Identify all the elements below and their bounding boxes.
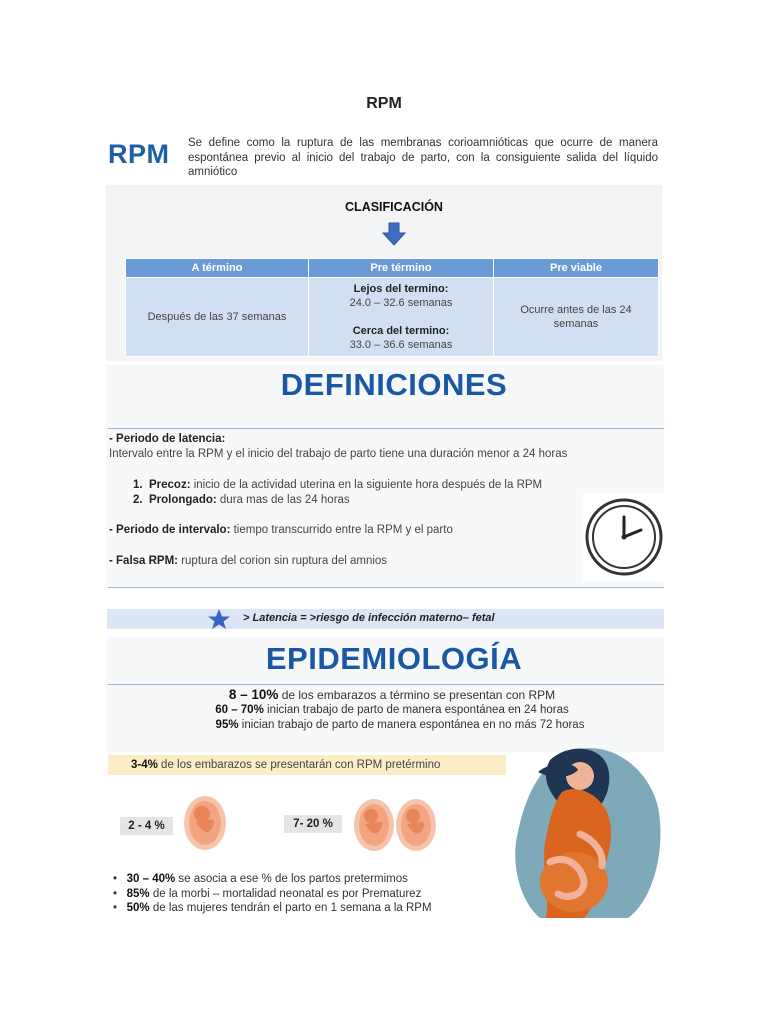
rpm-definition: Se define como la ruptura de las membranas corioamnióticas que ocurre de manera espontánea previo al inicio del trabajo de parto, con la consiguiente salida del líquido amniótico	[188, 137, 658, 178]
list-item: • 30 – 40% se asocia a ese % de los partos pretermimos	[113, 873, 408, 885]
epi-bullet-list	[113, 872, 432, 916]
divider	[108, 684, 664, 685]
page-title: RPM	[366, 95, 402, 112]
clasificacion-title: CLASIFICACIÓN	[345, 200, 443, 214]
pretermino-text: 3-4% de los embarazos se presentarán con RPM pretérmino	[131, 759, 441, 771]
fetus-icon	[352, 795, 440, 853]
cerca-value: 33.0 – 36.6 semanas	[349, 339, 453, 351]
pct-box-twins: 7- 20 %	[284, 815, 342, 833]
epi-line-3: 95% inician trabajo de parto de manera espontánea en no más 72 horas	[215, 719, 585, 731]
definiciones-title: DEFINICIONES	[280, 367, 508, 402]
epidemiologia-title: EPIDEMIOLOGÍA	[265, 641, 523, 676]
latencia-note-text: > Latencia = >riesgo de infección materno– fetal	[243, 612, 495, 624]
rpm-logo: RPM	[108, 139, 170, 169]
latencia-text: Intervalo entre la RPM y el inicio del trabajo de parto tiene una duración menor a 24 horas	[109, 448, 568, 460]
fetus-icon	[182, 794, 228, 852]
latencia-label: - Periodo de latencia:	[109, 433, 226, 445]
cell-pre-viable: Ocurre antes de las 24 semanas	[494, 278, 659, 357]
cerca-label: Cerca del termino:	[352, 325, 450, 337]
down-arrow-icon	[382, 222, 406, 246]
epi-line-1: 8 – 10% de los embarazos a término se presentan con RPM	[228, 687, 556, 702]
list-item: • 50% de las mujeres tendrán el parto en 1 semana a la RPM	[113, 902, 432, 914]
list-item: • 85% de la morbi – mortalidad neonatal es por Prematurez	[113, 887, 422, 900]
falsa-rpm-definition: - Falsa RPM: ruptura del corion sin ruptura del amnios	[109, 555, 388, 567]
clasificacion-table	[125, 258, 659, 357]
divider	[108, 587, 664, 588]
def-item-precoz: 1. Precoz: inicio de la actividad uterina en la siguiente hora después de la RPM	[133, 479, 543, 491]
header-pre-viable: Pre viable	[494, 259, 659, 278]
def-item-prolongado: 2. Prolongado: dura mas de las 24 horas	[133, 494, 350, 506]
divider	[108, 428, 664, 429]
clock-icon	[583, 493, 665, 581]
cell-a-termino: Después de las 37 semanas	[126, 278, 309, 357]
star-icon	[207, 608, 231, 630]
lejos-label: Lejos del termino:	[353, 283, 449, 295]
lejos-value: 24.0 – 32.6 semanas	[349, 297, 453, 309]
epi-line-2: 60 – 70% inician trabajo de parto de manera espontánea en 24 horas	[215, 704, 569, 716]
pct-box-single: 2 - 4 %	[120, 817, 173, 835]
cell-pre-termino	[309, 278, 494, 357]
header-a-termino: A término	[126, 259, 309, 278]
intervalo-definition: - Periodo de intervalo: tiempo transcurrido entre la RPM y el parto	[109, 524, 453, 536]
header-pre-termino: Pre término	[309, 259, 494, 278]
pregnant-woman-illustration	[510, 742, 665, 920]
